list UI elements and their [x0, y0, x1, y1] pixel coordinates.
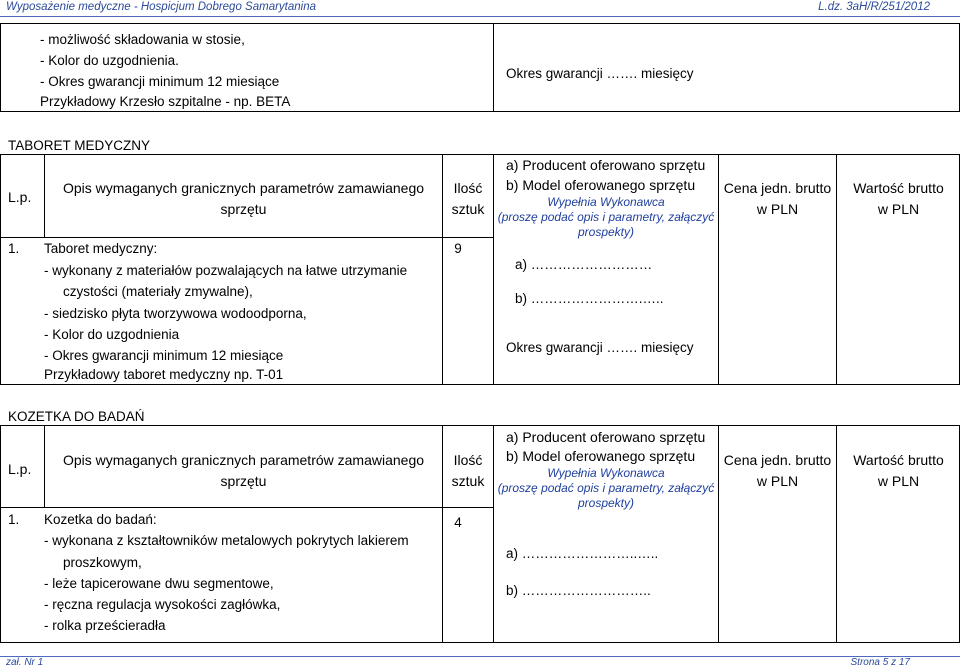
footer-attachment: zał. Nr 1 [6, 657, 44, 667]
col-header-total-value-line: Wartość brutto [853, 180, 944, 196]
col-header-producer-note-line: prospekty) [577, 496, 635, 510]
col-header-description-line: sprzętu [220, 201, 267, 217]
taboret-quantity: 9 [454, 241, 462, 256]
kozetka-spec-line: - leże tapicerowane dwu segmentowe, [44, 576, 274, 591]
col-header-producer-note [494, 466, 718, 511]
kozetka-answer-a: a) ……………………..….. [506, 546, 659, 561]
kozetka-header-divider [0, 507, 493, 508]
kozetka-spec-line: - ręczna regulacja wysokości zagłówka, [44, 597, 281, 612]
col-header-producer-b: b) Model oferowanego sprzętu [506, 448, 696, 464]
taboret-header-divider [0, 237, 493, 238]
col-header-producer-a: a) Producent oferowano sprzętu [506, 429, 706, 445]
top-spec-line: - Kolor do uzgodnienia. [40, 53, 179, 68]
col-header-total-value [837, 179, 960, 218]
taboret-warranty: Okres gwarancji ……. miesięcy [506, 340, 694, 355]
col-header-producer-note-line: (proszę podać opis i parametry, załączyć [497, 210, 715, 224]
col-header-quantity-line: sztuk [451, 473, 485, 489]
header-title: Wyposażenie medyczne - Hospicjum Dobrego Samarytanina [6, 1, 317, 13]
taboret-answer-a: a) ……………………… [515, 257, 653, 272]
col-header-producer-note-line: Wypełnia Wykonawca [547, 466, 665, 480]
kozetka-col-divider [493, 425, 494, 643]
taboret-item-number: 1. [8, 241, 20, 256]
col-header-description [45, 451, 442, 490]
section-title-taboret: TABORET MEDYCZNY [8, 138, 151, 153]
top-spec-line: Przykładowy Krzesło szpitalne - np. BETA [40, 94, 291, 109]
col-header-lp: L.p. [8, 461, 32, 477]
taboret-spec-line: - Okres gwarancji minimum 12 miesiące [44, 348, 284, 363]
col-header-quantity-line: Ilość [453, 180, 483, 196]
col-header-lp: L.p. [8, 189, 32, 205]
col-header-total-value [837, 451, 960, 490]
footer-page-number: Strona 5 z 17 [850, 657, 910, 667]
col-header-unit-price-line: w PLN [756, 473, 799, 489]
col-header-description-line: sprzętu [220, 473, 267, 489]
taboret-spec-line: - Kolor do uzgodnienia [44, 327, 180, 342]
col-header-producer-b: b) Model oferowanego sprzętu [506, 177, 696, 193]
taboret-spec-line: - wykonany z materiałów pozwalających na łatwe utrzymanie [44, 263, 408, 278]
kozetka-answer-b: b) ……………………….. [506, 583, 651, 598]
col-header-unit-price [719, 179, 836, 218]
col-header-total-value-line: w PLN [877, 201, 920, 217]
col-header-total-value-line: w PLN [877, 473, 920, 489]
taboret-col-divider [493, 154, 494, 385]
page-header [0, 0, 960, 16]
taboret-answer-b: b) …………………….….. [515, 291, 664, 306]
header-reference: L.dz. 3aH/R/251/2012 [818, 1, 930, 13]
taboret-spec-line: Przykładowy taboret medyczny np. T-01 [44, 367, 284, 382]
top-spec-line: - możliwość składowania w stosie, [40, 32, 245, 47]
taboret-item-name: Taboret medyczny: [44, 241, 158, 256]
col-header-quantity [443, 179, 493, 218]
kozetka-spec-line: - wykonana z kształtowników metalowych pokrytych lakierem [44, 533, 409, 548]
col-header-quantity [443, 451, 493, 490]
col-header-quantity-line: Ilość [453, 452, 483, 468]
taboret-spec-line: - siedzisko płyta tworzywowa wodoodporna, [44, 306, 307, 321]
kozetka-item-number: 1. [8, 512, 20, 527]
col-header-unit-price [719, 451, 836, 490]
section-title-kozetka: KOZETKA DO BADAŃ [8, 409, 145, 424]
col-header-description-line: Opis wymaganych granicznych parametrów zamawianego [62, 452, 425, 468]
col-header-quantity-line: sztuk [451, 201, 485, 217]
header-divider [0, 16, 960, 17]
col-header-unit-price-line: Cena jedn. brutto [723, 180, 832, 196]
taboret-spec-line: czystości (materiały zmywalne), [63, 284, 253, 299]
kozetka-quantity: 4 [454, 515, 462, 530]
col-header-unit-price-line: Cena jedn. brutto [723, 452, 832, 468]
col-header-producer-note-line: prospekty) [577, 225, 635, 239]
footer-divider [0, 656, 960, 657]
col-header-description [45, 179, 442, 218]
kozetka-spec-line: - rolka prześcieradła [44, 618, 166, 633]
top-spec-line: - Okres gwarancji minimum 12 miesiące [40, 74, 280, 89]
col-header-unit-price-line: w PLN [756, 201, 799, 217]
col-header-producer-a: a) Producent oferowano sprzętu [506, 157, 706, 173]
col-header-producer-note-line: Wypełnia Wykonawca [547, 195, 665, 209]
top-warranty: Okres gwarancji ……. miesięcy [506, 66, 694, 81]
col-header-producer-note-line: (proszę podać opis i parametry, załączyć [497, 481, 715, 495]
top-column-divider [493, 23, 494, 112]
kozetka-item-name: Kozetka do badań: [44, 512, 157, 527]
col-header-producer-note [494, 195, 718, 240]
kozetka-spec-line: proszkowym, [63, 555, 142, 570]
col-header-total-value-line: Wartość brutto [853, 452, 944, 468]
col-header-description-line: Opis wymaganych granicznych parametrów zamawianego [62, 180, 425, 196]
